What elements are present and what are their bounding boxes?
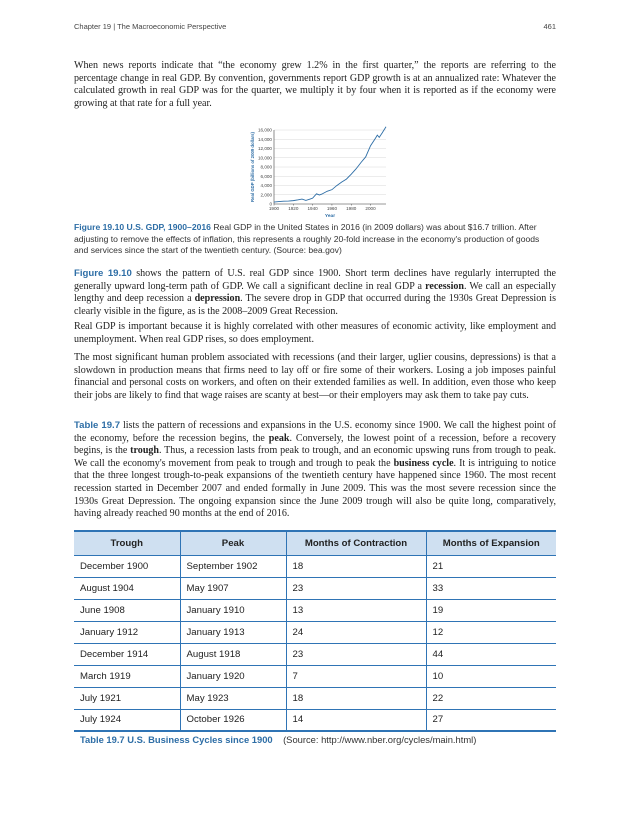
page-header: [74, 22, 556, 34]
peak-cell: September 1902: [180, 555, 286, 577]
peak-cell: May 1907: [180, 577, 286, 599]
y-tick-label: 14,000: [257, 136, 272, 142]
y-tick-label: 10,000: [257, 155, 272, 161]
expansion-cell: 21: [426, 555, 556, 577]
text-run: . Conversely, the lowest point of a recession, before a recovery begins, is the: [74, 432, 556, 457]
paragraph-gdp-growth-reporting: When news reports indicate that “the economy grew 1.2% in the first quarter,” the reports are referring to the percentage change in real GDP. By convention, governments report GDP growth is at an annualized rate: Whatever the calculated growth in real GDP was for the quarter, we multiply it by four when it is reported as if the economy were growing at that rate for a full year.: [74, 60, 556, 109]
text-run: shows the pattern of U.S. real GDP since 1900. Short term declines have regularly interrupted the generally upward long-term path of GDP. We call a significant decline in real GDP a: [74, 268, 556, 292]
contraction-cell: 18: [286, 687, 426, 709]
expansion-cell: 22: [426, 687, 556, 709]
trough-cell: March 1919: [74, 665, 180, 687]
table-row: [74, 709, 556, 731]
peak-cell: January 1910: [180, 599, 286, 621]
trough-cell: June 1908: [74, 599, 180, 621]
term-business-cycle: business cycle: [393, 457, 454, 469]
table-row: [74, 643, 556, 665]
column-header-contraction: Months of Contraction: [286, 531, 426, 555]
series-line-real-gdp: [274, 127, 386, 202]
table-row: [74, 665, 556, 687]
x-tick-label: 1940: [307, 206, 318, 212]
column-header-trough: Trough: [74, 531, 180, 555]
contraction-cell: 7: [286, 665, 426, 687]
contraction-cell: 13: [286, 599, 426, 621]
table-caption-label: Table 19.7 U.S. Business Cycles since 1900: [80, 734, 273, 745]
gdp-line-chart: [240, 124, 390, 220]
term-depression: depression: [194, 293, 241, 305]
paragraph-gdp-employment: Real GDP is important because it is highly correlated with other measures of economic activity, like employment and unemployment. When real GDP rises, so does employment.: [74, 321, 556, 345]
peak-cell: October 1926: [180, 709, 286, 731]
y-tick-label: 8,000: [260, 164, 272, 170]
trough-cell: December 1914: [74, 643, 180, 665]
text-run: . The severe drop in GDP that occurred during the 1930s Great Depression is clearly visible in the figure, as is the 2008–2009 Great Recession.: [74, 293, 556, 317]
y-axis-label: Real GDP (billions of 2009 dollars): [250, 132, 255, 202]
peak-cell: January 1920: [180, 665, 286, 687]
expansion-cell: 10: [426, 665, 556, 687]
x-axis-label: Year: [324, 214, 336, 219]
term-recession: recession: [425, 280, 464, 292]
paragraph-business-cycle: [74, 420, 556, 521]
trough-cell: August 1904: [74, 577, 180, 599]
table-reference-link[interactable]: Table 19.7: [74, 420, 121, 431]
peak-cell: August 1918: [180, 643, 286, 665]
trough-cell: July 1921: [74, 687, 180, 709]
column-header-expansion: Months of Expansion: [426, 531, 556, 555]
x-tick-label: 1960: [326, 206, 338, 212]
figure-reference-link[interactable]: Figure 19.10: [74, 268, 132, 279]
contraction-cell: 23: [286, 643, 426, 665]
text-run: lists the pattern of recessions and expansions in the U.S. economy since 1900. We call the highest point of the economy, before the recession begins, the: [74, 420, 556, 444]
peak-cell: January 1913: [180, 621, 286, 643]
term-trough: trough: [130, 445, 160, 457]
trough-cell: July 1924: [74, 709, 180, 731]
table-row: [74, 621, 556, 643]
table-row: [74, 687, 556, 709]
contraction-cell: 14: [286, 709, 426, 731]
paragraph-gdp-pattern: [74, 268, 556, 318]
peak-cell: May 1923: [180, 687, 286, 709]
text-run: . We call an especially lengthy and deep recession a: [74, 280, 556, 305]
expansion-cell: 27: [426, 709, 556, 731]
expansion-cell: 19: [426, 599, 556, 621]
expansion-cell: 33: [426, 577, 556, 599]
text-run: . Thus, a recession lasts from peak to trough, and an economic upswing runs from trough to peak. We call the economy's movement from peak to trough and trough to peak the: [74, 445, 556, 469]
trough-cell: January 1912: [74, 621, 180, 643]
x-tick-label: 1920: [288, 206, 299, 212]
y-tick-label: 4,000: [260, 183, 272, 189]
column-header-peak: Peak: [180, 531, 286, 555]
expansion-cell: 44: [426, 643, 556, 665]
contraction-cell: 23: [286, 577, 426, 599]
figure-caption-text: Real GDP in the United States in 2016 (in 2009 dollars) was about $16.7 trillion. After adjusting to remove the effects of inflation, this represents a roughly 20-fold increase in the economy's production of goods and services since the start of the twentieth century. (Source: bea.gov): [74, 222, 540, 256]
chapter-title: Chapter 19 | The Macroeconomic Perspective: [74, 22, 227, 31]
term-peak: peak: [268, 432, 290, 444]
x-tick-label: 1900: [268, 206, 280, 212]
x-tick-label: 1980: [346, 206, 357, 212]
business-cycles-table: [74, 530, 556, 732]
paragraph-recession-costs: The most significant human problem associated with recessions (and their larger, uglier cousins, depressions) is that a slowdown in production means that firms need to lay off or fire some of their workers. Losing a job imposes painful financial and personal costs on workers, and often on their extended families as well. In addition, even those who keep their jobs are likely to find that wage raises are scanty at best—or their employers may ask them to take pay cuts.: [74, 352, 556, 401]
table-row: [74, 599, 556, 621]
table-caption-source: (Source: http://www.nber.org/cycles/main.html): [283, 734, 477, 745]
y-tick-label: 12,000: [257, 146, 272, 152]
table-row: [74, 555, 556, 577]
trough-cell: December 1900: [74, 555, 180, 577]
contraction-cell: 24: [286, 621, 426, 643]
y-tick-label: 2,000: [260, 192, 272, 198]
y-tick-label: 0: [269, 201, 272, 207]
table-row: [74, 577, 556, 599]
contraction-cell: 18: [286, 555, 426, 577]
x-tick-label: 2000: [365, 206, 376, 212]
table-caption: [80, 734, 476, 745]
table-header-row: [74, 531, 556, 555]
page-number: 461: [543, 22, 556, 31]
y-tick-label: 6,000: [260, 173, 272, 179]
gdp-figure: [240, 124, 390, 220]
figure-caption: [74, 222, 556, 257]
figure-caption-label: Figure 19.10 U.S. GDP, 1900–2016: [74, 222, 211, 232]
expansion-cell: 12: [426, 621, 556, 643]
text-run: . It is intriguing to notice that the three longest trough-to-peak expansions of the twentieth century have happened since 1960. The most recent recession started in December 2007 and ended formally in June 2009. This was the most severe recession since the 1930s Great Depression. The ongoing expansion since the June 2009 trough will also be quite long, comparatively, having already reached 90 months at the end of 2016.: [74, 457, 556, 520]
y-tick-label: 16,000: [257, 127, 272, 133]
